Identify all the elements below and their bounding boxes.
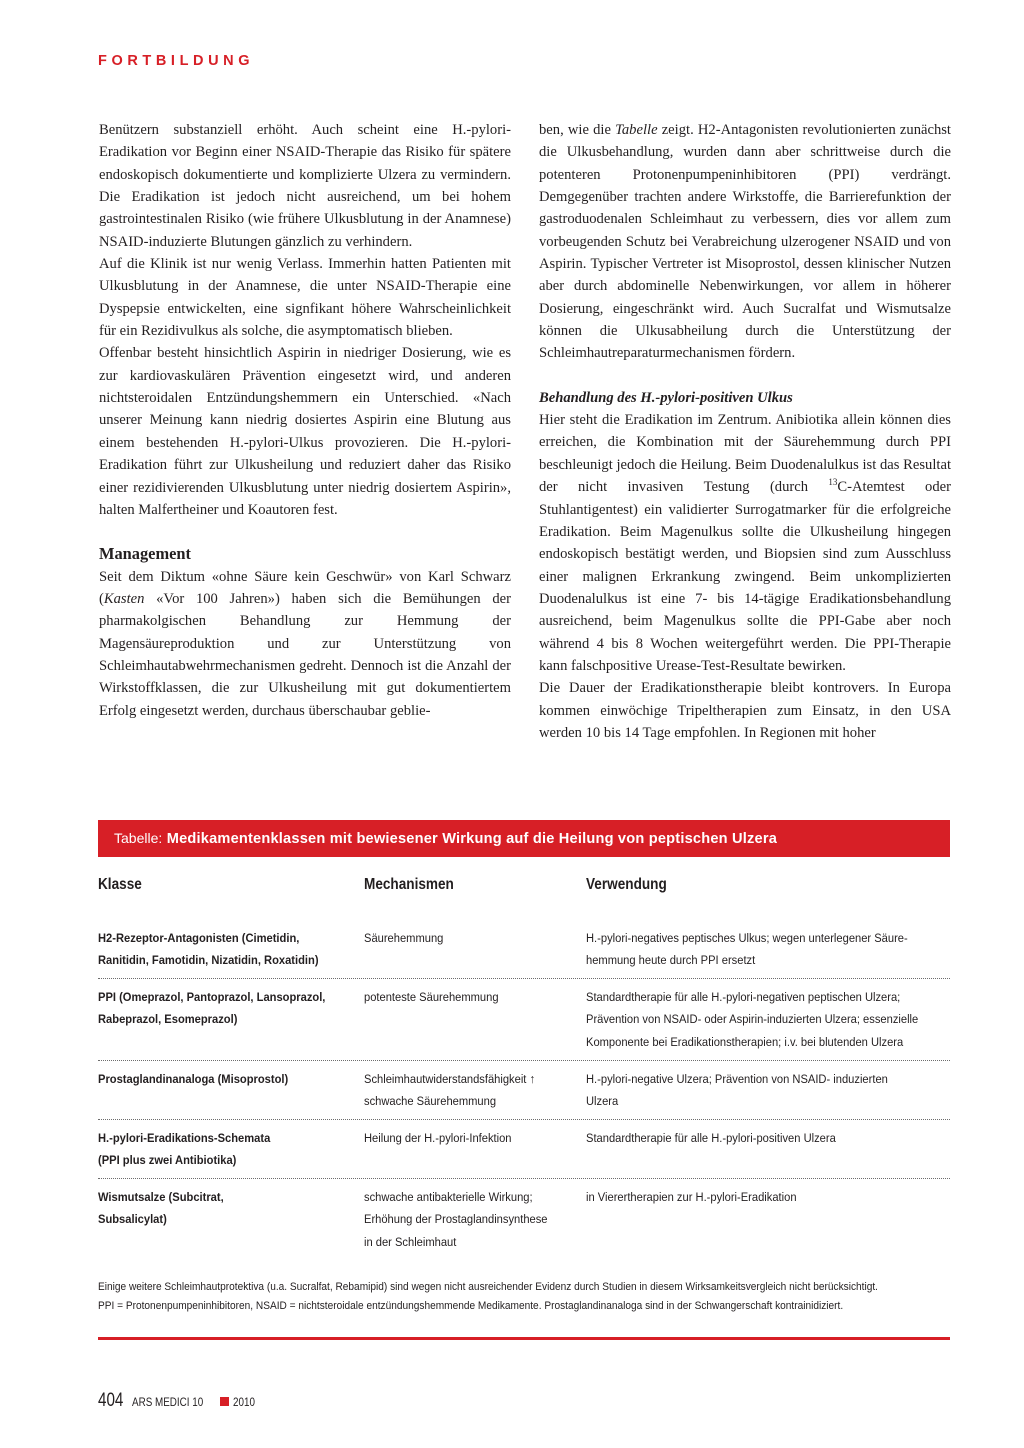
subsection-heading: Behandlung des H.-pylori-positiven Ulkus xyxy=(539,389,793,406)
journal-year: 2010 xyxy=(233,1396,256,1409)
cell-line: H2-Rezeptor-Antagonisten (Cimetidin, xyxy=(98,931,300,945)
footer-rule xyxy=(98,1337,950,1340)
row-divider xyxy=(98,978,950,979)
paragraph: Die Dauer der Eradikationstherapie bleibt kontrovers. In Europa kommen einwöchige Tripeltherapien zum Einsatz, in den USA werden 10 bis 14 Tage empfohlen. In Regionen mit hoher xyxy=(539,680,951,741)
table-footnote xyxy=(98,1278,949,1315)
text-run: ben, wie die xyxy=(539,122,616,138)
footnote-line: PPI = Protonenpumpeninhibitoren, NSAID = nichtsteroidale entzündungshemmende Medikamente. Prostaglandinanaloga sind in der Schwangerschaft kontrainidiziert. xyxy=(98,1299,844,1312)
table-title: Medikamentenklassen mit bewiesener Wirkung auf die Heilung von peptischen Ulzera xyxy=(166,831,778,847)
cell-klasse xyxy=(98,927,350,972)
table-title-banner xyxy=(98,820,950,857)
text-run: C-Atemtest oder Stuhlantigentest) ein validierter Surrogatmarker für die erfolgreiche Eradikation. Beim Magenulkus sollte die Ulkusheilung hingegen endoskopisch bestätigt werden, und Biopsien sind zum Ausschluss einer malignen Erkrankung zwingend. Beim unkomplizierten Duodenalulkus ist eine 7- bis 14-tägige Eradikationsbehandlung ausreichend, beim Magenulkus sollte die PPI-Gabe aber noch während 4 bis 8 Wochen weitergeführt werden. Die PPI-Therapie kann falschpositive Urease-Test-Resultate bewirken. xyxy=(539,479,951,674)
text-run: Seit dem Diktum «ohne Säure kein Geschwür» von Karl Schwarz ( xyxy=(99,568,511,607)
paragraph: Offenbar besteht hinsichtlich Aspirin in niedriger Dosierung, wie es zur kardiovaskulären Prävention eingesetzt wird, und anderen nichtsteroidalen Entzündungshemmern ein Unterschied. «Nach unserer Meinung kann niedrig dosiertes Aspirin eine Blutung aus einem bestehenden H.-pylori-Ulkus provozieren. Die H.-pylori-Eradikation führt zur Ulkusheilung und reduziert daher das Risiko einer rezidivierenden Ulkusblutung unter niedrig dosiertem Aspirin», halten Malfertheiner und Koautoren fest. xyxy=(99,345,511,518)
cell-line: potenteste Säurehemmung xyxy=(364,990,499,1004)
cell-klasse xyxy=(98,1068,350,1090)
cell-mechanismen xyxy=(364,1127,562,1149)
cell-line: (PPI plus zwei Antibiotika) xyxy=(98,1153,237,1168)
cell-line: H.-pylori-Eradikations-Schemata xyxy=(98,1131,271,1145)
italic-ref: Kasten xyxy=(103,590,145,607)
cell-line: Subsalicylat) xyxy=(98,1212,167,1227)
cell-mechanismen xyxy=(364,1186,562,1253)
cell-line: Wismutsalze (Subcitrat, xyxy=(98,1190,224,1204)
cell-line: schwache antibakterielle Wirkung; xyxy=(364,1190,533,1204)
cell-line: Rabeprazol, Esomeprazol) xyxy=(98,1012,238,1027)
cell-line: Ranitidin, Famotidin, Nizatidin, Roxatidin) xyxy=(98,953,319,968)
cell-line: in der Schleimhaut xyxy=(364,1234,457,1249)
cell-mechanismen xyxy=(364,927,562,949)
paragraph: Benützern substanziell erhöht. Auch scheint eine H.-pylori-Eradikation vor Beginn einer NSAID-Therapie das Risiko für spätere endoskopisch dokumentierte und komplizierte Ulzera zu vermindern. Die Eradikation ist jedoch nicht ausreichend, um bei hohem gastrointestinalen Risiko (wie frühere Ulkusblutung in der Anamnese) NSAID-induzierte Blutungen gänzlich zu verhindern. xyxy=(99,122,511,250)
cell-klasse xyxy=(98,1127,350,1172)
column-header-mechanismen: Mechanismen xyxy=(364,876,454,893)
spacer xyxy=(99,521,511,543)
cell-line: H.-pylori-negative Ulzera; Prävention von NSAID- induzierten xyxy=(586,1072,888,1086)
table-label: Tabelle: xyxy=(114,830,163,846)
text-run: «Vor 100 Jahren») haben sich die Bemühungen der pharmakolgischen Behandlung zur Hemmung der Magensäureproduktion und zur Unterstützung von Schleimhautabwehrmechanismen gedreht. Dennoch ist die Anzahl der Wirkstoffklassen, die zur Ulkusheilung mit gut dokumentiertem Erfolg eingesetzt werden, durchaus überschaubar geblie- xyxy=(99,590,511,719)
column-header-verwendung: Verwendung xyxy=(586,876,667,893)
spacer xyxy=(539,365,951,387)
cell-line: Erhöhung der Prostaglandinsynthese xyxy=(364,1212,548,1227)
cell-line: Ulzera xyxy=(586,1094,619,1109)
cell-line: Heilung der H.-pylori-Infektion xyxy=(364,1131,512,1145)
cell-verwendung xyxy=(586,1068,946,1113)
page-number: 404 xyxy=(98,1390,124,1411)
cell-mechanismen xyxy=(364,986,562,1008)
column-header-klasse: Klasse xyxy=(98,876,142,893)
cell-line: hemmung heute durch PPI ersetzt xyxy=(586,953,756,968)
cell-line: Standardtherapie für alle H.-pylori-positiven Ulzera xyxy=(586,1131,836,1145)
cell-line: Standardtherapie für alle H.-pylori-negativen peptischen Ulzera; xyxy=(586,990,901,1004)
cell-line: Komponente bei Eradikationstherapien; i.v. bei blutenden Ulzera xyxy=(586,1034,904,1049)
row-divider xyxy=(98,1060,950,1061)
section-heading: Management xyxy=(99,544,191,564)
journal-name: ARS MEDICI 10 xyxy=(132,1396,204,1409)
cell-line: Prävention von NSAID- oder Aspirin-induzierten Ulzera; essenzielle xyxy=(586,1012,919,1027)
cell-verwendung xyxy=(586,1186,946,1208)
cell-line: schwache Säurehemmung xyxy=(364,1094,497,1109)
cell-line: Schleimhautwiderstandsfähigkeit ↑ xyxy=(364,1072,536,1086)
cell-line: Säurehemmung xyxy=(364,931,444,945)
cell-mechanismen xyxy=(364,1068,562,1113)
footnote-line: Einige weitere Schleimhautprotektiva (u.a. Sucralfat, Rebamipid) sind wegen nicht ausreichender Evidenz durch Studien in diesem Wirksamkeitsvergleich nicht berücksichtigt. xyxy=(98,1281,878,1293)
italic-ref: Tabelle xyxy=(615,122,658,138)
cell-verwendung xyxy=(586,986,946,1053)
row-divider xyxy=(98,1119,950,1120)
right-column xyxy=(539,119,951,744)
row-divider xyxy=(98,1178,950,1179)
text-run: Hier steht die Eradikation im Zentrum. Anibiotika allein können dies erreichen, die Kombination mit der Säurehemmung durch PPI beschleunigt jedoch die Heilung. Beim Duodenalulkus ist das Resultat der nicht invasiven Testung (durch xyxy=(539,412,951,496)
square-bullet-icon xyxy=(220,1397,229,1406)
cell-line: H.-pylori-negatives peptisches Ulkus; wegen unterlegener Säure- xyxy=(586,931,908,945)
paragraph xyxy=(539,409,951,677)
cell-line: Prostaglandinanaloga (Misoprostol) xyxy=(98,1072,289,1086)
paragraph: Auf die Klinik ist nur wenig Verlass. Immerhin hatten Patienten mit Ulkusblutung in der Anamnese, die unter NSAID-Therapie eine Dyspepsie entwickelten, eine signfikant höhere Wahrscheinlichkeit für ein Rezidivulkus als solche, die asymptomatisch blieben. xyxy=(99,256,511,340)
cell-klasse xyxy=(98,1186,350,1231)
cell-verwendung xyxy=(586,927,946,972)
paragraph xyxy=(99,566,511,722)
paragraph xyxy=(539,119,951,365)
cell-line: in Vierertherapien zur H.-pylori-Eradikation xyxy=(586,1190,797,1204)
cell-verwendung xyxy=(586,1127,946,1149)
superscript: 13 xyxy=(828,477,838,488)
page-footer xyxy=(98,1390,259,1412)
text-run: zeigt. H2-Antagonisten revolutionierten zunächst die Ulkusbehandlung, wurden dann aber schrittweise durch die potenteren Protonenpumpeninhibitoren (PPI) verdrängt. Demgegenüber trachten andere Wirkstoffe, die Barrierefunktion der gastroduodenalen Schleimhaut zu verbessern, dies vor allem zum vorbeugenden Schutz bei Verabreichung ulzerogener NSAID und von Aspirin. Typischer Vertreter ist Misoprostol, dessen klinischer Nutzen aber durch abdominelle Nebenwirkungen, vor allem in höherer Dosierung, eingeschränkt wird. Auch Sucralfat und Wismutsalze können die Ulkusabheilung durch die Unterstützung der Schleimhautreparaturmechanismen fördern. xyxy=(539,122,951,362)
section-header: FORTBILDUNG xyxy=(98,53,255,69)
left-column xyxy=(99,119,511,722)
cell-klasse xyxy=(98,986,350,1031)
cell-line: PPI (Omeprazol, Pantoprazol, Lansoprazol, xyxy=(98,990,326,1004)
